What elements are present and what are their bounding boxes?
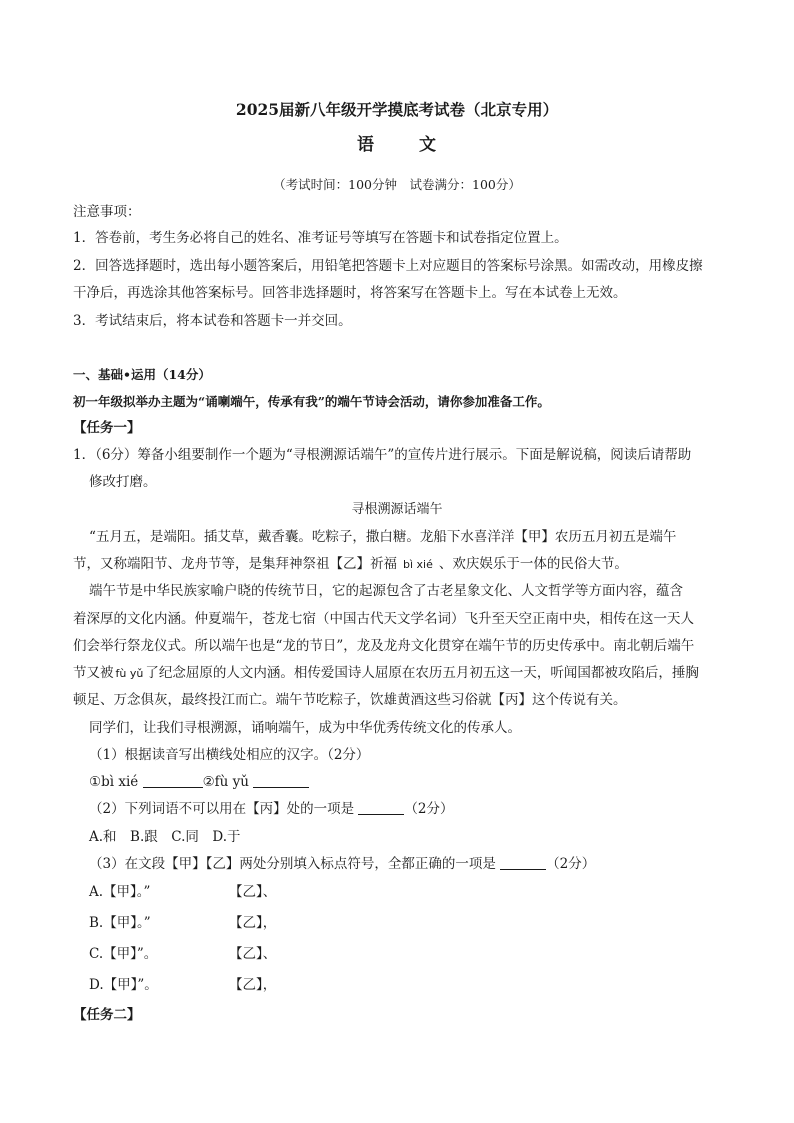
option-c-right: 【乙】、 — [229, 946, 277, 962]
option-a[interactable] — [89, 883, 349, 901]
note-item-2-line-1: 2．回答选择题时，选出每小题答案后，用铅笔把答题卡上对应题目的答案标号涂黑。如需改动，用橡皮擦 — [73, 258, 703, 274]
note-item-1: 1．答卷前，考生务必将自己的姓名、准考证号等填写在答题卡和试卷指定位置上。 — [73, 230, 568, 246]
blank-label-b: ②fù yǔ — [202, 774, 249, 790]
sub-question-1-blanks — [89, 773, 309, 791]
sub-question-1: （1）根据读音写出横线处相应的汉字。（2分） — [89, 747, 370, 763]
option-a-right: 【乙】、 — [229, 884, 277, 900]
section-intro: 初一年级拟举办主题为“诵喇端午，传承有我”的端午节诗会活动，请你参加准备工作。 — [73, 394, 550, 409]
note-item-2-line-2: 干净后，再选涂其他答案标号。回答非选择题时，将答案写在答题卡上。写在本试卷上无效。 — [73, 285, 627, 301]
pinyin-bixie: bì xié — [403, 558, 433, 571]
question-1-line-1: 1．（6分）筹备小组要制作一个题为“寻根溯源话端午”的宣传片进行展示。下面是解说稿，阅读后请帮助 — [73, 447, 692, 463]
answer-blank-sub3[interactable] — [500, 856, 546, 870]
subject-heading — [0, 136, 794, 154]
task-1-label: 【任务一】 — [73, 420, 141, 436]
article-title: 寻根溯源话端午 — [351, 502, 443, 517]
exam-title: 2025届新八年级开学摸底考试卷（北京专用） — [235, 100, 559, 119]
task-2-label: 【任务二】 — [73, 1007, 141, 1023]
subject-char-2: 文 — [419, 135, 437, 155]
sub-question-2-text: （2）下列词语不可以用在【丙】处的一项是 — [89, 801, 355, 817]
passage-text: 节，又称端阳节、龙舟节等，是集拜神祭祖【乙】祈福 — [73, 556, 397, 572]
sub-question-3 — [89, 855, 595, 873]
passage-text: 、欢庆娱乐于一体的民俗大节。 — [438, 556, 628, 572]
option-c[interactable] — [89, 945, 349, 963]
question-1-line-2: 修改打磨。 — [89, 474, 157, 490]
subject-char-1: 语 — [357, 135, 375, 155]
sub-question-2 — [89, 800, 453, 818]
option-b-right: 【乙】， — [229, 915, 277, 931]
answer-blank-b[interactable] — [253, 774, 309, 788]
passage-text: 节又被 — [73, 665, 114, 681]
option-d-left: D.【甲】”。 — [89, 977, 158, 993]
sub-question-2-score: （2分） — [404, 801, 454, 817]
passage-p2-line-2: 着深厚的文化内涵。仲夏端午，苍龙七宿（中国古代天文学名词）飞升至天空正南中央，相传在这一天人 — [73, 611, 694, 627]
pinyin-fuyu: fù yǔ — [115, 667, 144, 680]
sub-question-3-score: （2分） — [546, 856, 596, 872]
passage-p2-line-5: 顿足、万念俱灰，最终投江而亡。端午节吃粽子，饮雄黄酒这些习俗就【丙】这个传说有关。 — [73, 692, 627, 708]
option-d-right: 【乙】， — [229, 977, 277, 993]
exam-info: （考试时间：100分钟 试卷满分：100分） — [273, 177, 521, 192]
option-d[interactable] — [89, 976, 349, 994]
passage-p2-line-4 — [73, 664, 699, 683]
option-b[interactable] — [89, 914, 349, 932]
sub-question-2-options: A.和 B.跟 C.同 D.于 — [89, 829, 241, 845]
option-c-left: C.【甲】”。 — [89, 946, 158, 962]
section-heading: 一、基础•运用（14分） — [73, 367, 211, 382]
notes-heading: 注意事项： — [73, 204, 141, 220]
passage-p1-line-2 — [73, 555, 628, 574]
option-b-left: B.【甲】。” — [89, 915, 151, 931]
sub-question-3-text: （3）在文段【甲】【乙】两处分别填入标点符号，全都正确的一项是 — [89, 856, 496, 872]
passage-p2-line-1: 端午节是中华民族家喻户晓的传统节日，它的起源包含了古老星象文化、人文哲学等方面内容，蕴含 — [89, 583, 683, 599]
answer-blank-sub2[interactable] — [358, 801, 404, 815]
note-item-3: 3．考试结束后，将本试卷和答题卡一并交回。 — [73, 313, 352, 329]
passage-p3-line-1: 同学们，让我们寻根溯源，诵响端午，成为中华优秀传统文化的传承人。 — [89, 720, 521, 736]
passage-p1-line-1: “五月五，是端阳。插艾草，戴香囊。吃粽子，撒白糖。龙船下水喜洋洋【甲】农历五月初五是端午 — [89, 529, 677, 545]
option-a-left: A.【甲】。” — [89, 884, 151, 900]
answer-blank-a[interactable] — [143, 774, 203, 788]
passage-text: 了纪念屈原的人文内涵。相传爱国诗人屈原在农历五月初五这一天，听闻国都被攻陷后，捶胸 — [145, 665, 699, 681]
passage-p2-line-3: 们会举行祭龙仪式。所以端午也是“龙的节日”，龙及龙舟文化贯穿在端午节的历史传承中。南北朝后端午 — [73, 638, 695, 654]
blank-label-a: ①bì xié — [89, 774, 139, 790]
